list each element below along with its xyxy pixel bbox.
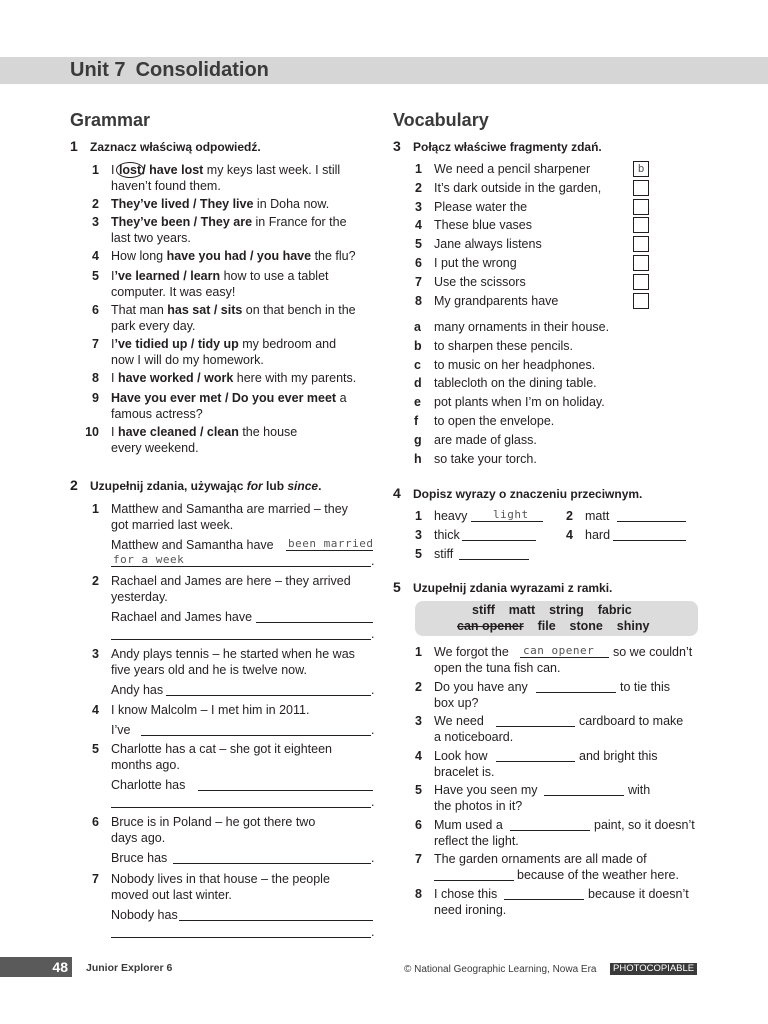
item-text-continued: famous actress?	[111, 407, 203, 421]
word-box	[415, 601, 698, 636]
exercise-number: 2	[70, 477, 78, 493]
list-item	[400, 508, 550, 526]
item-number: 7	[92, 872, 99, 886]
list-item	[400, 394, 660, 412]
item-text: Have you seen my	[434, 783, 538, 797]
item-text-continued: five years old and he is twelve now.	[111, 663, 307, 677]
answer-box[interactable]	[633, 293, 649, 309]
item-text	[111, 424, 297, 440]
item-text	[111, 196, 329, 212]
item-text: heavy	[434, 509, 468, 523]
item-option: ’ve learned / learn	[114, 269, 221, 283]
full-stop: .	[371, 795, 375, 809]
item-text: Do you have any	[434, 680, 528, 694]
answer-line	[111, 937, 371, 938]
item-number: 6	[415, 256, 422, 270]
item-letter: a	[414, 320, 421, 334]
list-item	[400, 217, 660, 235]
handwritten-answer: been married	[288, 537, 374, 550]
item-text-continued: bracelet is.	[434, 765, 495, 779]
sentence-start: Rachael and James have	[111, 610, 253, 624]
word-box-row: can opener file stone shiny	[457, 619, 650, 633]
item-number: 8	[415, 887, 422, 901]
item-text: the house	[238, 425, 298, 439]
item-letter: f	[414, 414, 419, 428]
list-item	[77, 741, 377, 811]
item-number: 1	[415, 645, 422, 659]
struck-word: can opener	[457, 619, 524, 633]
full-stop: .	[371, 723, 375, 737]
sentence-start: Matthew and Samantha have	[111, 538, 274, 552]
answer-line	[496, 761, 575, 762]
item-number: 1	[415, 509, 422, 523]
exercise-number: 1	[70, 138, 78, 154]
list-item	[400, 527, 550, 545]
exercise-number: 3	[393, 138, 401, 154]
list-item	[400, 357, 660, 375]
item-text: because it doesn’t	[588, 887, 689, 901]
item-text: We forgot the	[434, 645, 509, 659]
item-number: 3	[92, 647, 99, 661]
answer-line	[459, 559, 529, 560]
exercise-instruction: Połącz właściwe fragmenty zdań.	[413, 140, 602, 154]
item-text: Please water the	[434, 199, 528, 214]
exercise-instruction: Uzupełnij zdania, używając for lub since.	[90, 479, 322, 493]
sentence-start: Bruce has	[111, 851, 168, 865]
item-letter: e	[414, 395, 421, 410]
item-text-continued: computer. It was easy!	[111, 285, 236, 299]
answer-box[interactable]	[633, 274, 649, 290]
item-text: Look how	[434, 749, 488, 763]
item-text: It’s dark outside in the garden,	[434, 180, 602, 195]
list-item	[400, 679, 698, 713]
item-text: cardboard to make	[579, 714, 684, 728]
item-text-continued: box up?	[434, 696, 479, 710]
item-text: a	[336, 391, 347, 405]
item-text: are made of glass.	[434, 432, 537, 447]
list-item	[400, 180, 660, 198]
item-text-continued: haven’t found them.	[111, 179, 221, 193]
answer-line	[617, 521, 686, 522]
item-text: to sharpen these pencils.	[434, 338, 573, 353]
item-option: They’ve lived / They live	[111, 197, 254, 211]
list-item	[551, 508, 701, 526]
item-text-continued: yesterday.	[111, 590, 168, 604]
item-text-continued: park every day.	[111, 319, 196, 333]
item-text-continued: moved out last winter.	[111, 888, 232, 902]
item-text	[111, 248, 356, 264]
item-text: to music on her headphones.	[434, 357, 596, 372]
item-option: have cleaned / clean	[117, 425, 239, 439]
item-number: 5	[415, 783, 422, 797]
item-text: Bruce is in Poland – he got there two	[111, 815, 316, 829]
sentence-start: Nobody has	[111, 908, 178, 922]
exercise-instruction: Zaznacz właściwą odpowiedź.	[90, 140, 261, 154]
answer-line	[141, 735, 371, 736]
answer-line	[510, 830, 590, 831]
book-title: Junior Explorer 6	[86, 962, 173, 974]
item-number: 4	[92, 703, 99, 717]
sentence-start: I’ve	[111, 723, 131, 737]
item-text: I	[111, 163, 118, 177]
item-number: 3	[415, 199, 422, 214]
circled-answer: lost	[116, 162, 144, 178]
item-number: 1	[92, 502, 99, 516]
page-number: 48	[52, 959, 68, 975]
item-text: That man	[111, 303, 168, 317]
handwritten-answer: light	[493, 508, 529, 521]
list-item	[400, 748, 698, 782]
item-text: We need a pencil sharpener	[434, 162, 591, 176]
item-text: How long	[111, 249, 167, 263]
full-stop: .	[371, 683, 375, 697]
item-text-continued: now I will do my homework.	[111, 353, 264, 367]
item-text: and bright this	[579, 749, 658, 763]
item-text: my bedroom and	[238, 337, 337, 351]
item-text: The garden ornaments are all made of	[434, 852, 647, 866]
list-item	[400, 375, 660, 393]
answer-line	[256, 622, 373, 623]
list-item	[77, 214, 377, 248]
item-text: Rachael and James are here – they arrived	[111, 574, 351, 588]
item-text: so take your torch.	[434, 451, 537, 466]
item-number: 7	[92, 337, 99, 351]
item-number: 6	[415, 818, 422, 832]
sentence-start: Charlotte has	[111, 778, 186, 792]
item-number: 5	[92, 742, 99, 756]
handwritten-answer: for a week	[113, 553, 185, 566]
item-text-continued: reflect the light.	[434, 834, 519, 848]
item-text-continued: got married last week.	[111, 518, 234, 532]
list-item	[400, 644, 698, 678]
list-item	[77, 390, 377, 424]
item-text: We need	[434, 714, 484, 728]
list-item	[551, 527, 701, 545]
item-text-continued: every weekend.	[111, 441, 199, 455]
answer-line	[173, 863, 371, 864]
item-number: 6	[92, 815, 99, 829]
grammar-heading: Grammar	[70, 110, 151, 130]
item-number: 4	[415, 749, 422, 763]
item-text: Jane always listens	[434, 237, 542, 252]
list-item	[400, 338, 660, 356]
item-number: 7	[415, 852, 422, 866]
answer-line	[179, 920, 373, 921]
list-item	[77, 501, 377, 571]
item-text	[111, 162, 340, 178]
item-option: ’ve tidied up / tidy up	[114, 337, 239, 351]
item-text: hard	[585, 528, 611, 542]
item-number: 5	[415, 237, 422, 252]
item-text: pot plants when I’m on holiday.	[434, 395, 605, 410]
item-number: 1	[415, 162, 422, 176]
item-text: Matthew and Samantha are married – they	[111, 502, 348, 516]
item-text: matt	[585, 509, 610, 523]
item-text: These blue vases	[434, 218, 532, 233]
list-item	[400, 274, 660, 292]
item-text: I	[111, 371, 118, 385]
vocabulary-heading: Vocabulary	[393, 110, 489, 130]
item-text: to open the envelope.	[434, 414, 555, 428]
item-number: 7	[415, 274, 422, 289]
sentence-start: Andy has	[111, 683, 164, 697]
item-letter: d	[414, 376, 422, 391]
item-text: in Doha now.	[253, 197, 330, 211]
photocopiable-badge: PHOTOCOPIABLE	[610, 963, 697, 975]
item-text: Andy plays tennis – he started when he was	[111, 647, 355, 661]
full-stop: .	[371, 554, 375, 568]
copyright: © National Geographic Learning, Nowa Era	[404, 964, 597, 975]
item-text: I	[111, 425, 118, 439]
list-item	[77, 302, 377, 336]
item-text: stiff	[434, 547, 454, 561]
answer-line	[471, 521, 543, 522]
item-number: 4	[415, 218, 422, 233]
exercise-number: 5	[393, 579, 401, 595]
item-text: My grandparents have	[434, 293, 559, 308]
list-item	[400, 817, 698, 851]
list-item	[400, 319, 660, 337]
list-item	[400, 782, 698, 816]
answer-box[interactable]	[633, 217, 649, 233]
item-text: to tie this	[620, 680, 671, 694]
answer-line	[536, 692, 616, 693]
item-text	[111, 390, 347, 406]
item-text-continued: months ago.	[111, 758, 180, 772]
list-item	[77, 162, 377, 196]
exercise-number: 4	[393, 485, 401, 501]
item-text: paint, so it doesn’t	[594, 818, 695, 832]
list-item	[400, 713, 698, 747]
item-text: I put the wrong	[434, 256, 517, 270]
item-text: Use the scissors	[434, 274, 526, 289]
item-text	[111, 268, 329, 284]
item-text: so we couldn’t	[613, 645, 693, 659]
answer-line	[434, 880, 514, 881]
answer-line	[520, 657, 609, 658]
item-number: 5	[415, 547, 422, 561]
item-text: Nobody lives in that house – the people	[111, 872, 330, 886]
list-item	[400, 236, 660, 254]
answer-line	[166, 695, 371, 696]
item-text: in France for the	[252, 215, 347, 229]
list-item	[400, 546, 550, 564]
list-item	[77, 268, 377, 302]
exercise-instruction: Uzupełnij zdania wyrazami z ramki.	[413, 581, 613, 595]
answer-box[interactable]	[633, 199, 649, 215]
answer-line	[111, 566, 371, 567]
answer-line	[286, 550, 373, 551]
page-title: Unit 7 Consolidation	[70, 59, 269, 81]
item-text-continued: last two years.	[111, 231, 191, 245]
item-text: with	[628, 783, 651, 797]
answer-box[interactable]	[633, 255, 649, 271]
list-item	[77, 336, 377, 370]
exercise-instruction: Dopisz wyrazy o znaczeniu przeciwnym.	[413, 487, 643, 501]
answer-line	[198, 790, 373, 791]
item-option: / have lost	[142, 163, 204, 177]
list-item	[400, 886, 698, 920]
answer-line	[462, 540, 536, 541]
list-item	[400, 432, 660, 450]
list-item	[400, 413, 660, 431]
item-number: 2	[92, 197, 99, 211]
item-number: 3	[92, 215, 99, 229]
item-number: 4	[566, 528, 573, 542]
item-text: I	[111, 269, 115, 283]
item-letter: c	[414, 357, 421, 372]
list-item	[400, 255, 660, 273]
item-number: 10	[85, 425, 99, 439]
item-text: I chose this	[434, 887, 498, 901]
item-number: 2	[92, 574, 99, 588]
answer-box[interactable]: b	[633, 161, 649, 177]
item-text: Mum used a	[434, 818, 503, 832]
item-number: 3	[415, 528, 422, 542]
item-text: tablecloth on the dining table.	[434, 376, 597, 391]
item-text	[111, 214, 347, 230]
list-item	[77, 424, 377, 458]
item-text-continued: need ironing.	[434, 903, 507, 917]
item-number: 5	[92, 269, 99, 283]
item-text: I know Malcolm – I met him in 2011.	[111, 703, 310, 717]
list-item	[400, 199, 660, 217]
item-text	[111, 336, 336, 352]
handwritten-answer: can opener	[523, 644, 595, 657]
item-option: have worked / work	[117, 371, 234, 385]
item-number: 4	[92, 249, 99, 263]
item-option: They’ve been / They are	[111, 215, 253, 229]
item-number: 6	[92, 303, 99, 317]
answer-line	[613, 540, 686, 541]
list-item	[77, 871, 377, 941]
answer-line	[504, 899, 584, 900]
full-stop: .	[371, 925, 375, 939]
item-number: 8	[92, 371, 99, 385]
list-item	[400, 293, 660, 311]
answer-line	[496, 726, 575, 727]
item-text: I	[111, 337, 115, 351]
item-number: 2	[415, 680, 422, 694]
list-item	[77, 573, 377, 643]
item-number: 3	[415, 714, 422, 728]
answer-line	[111, 639, 371, 640]
item-text: my keys last week. I still	[203, 163, 341, 177]
item-number: 8	[415, 293, 422, 308]
item-text: Charlotte has a cat – she got it eighteen	[111, 742, 332, 756]
item-text: the flu?	[311, 249, 356, 263]
list-item	[400, 451, 660, 469]
item-number: 2	[415, 180, 422, 195]
item-text: thick	[434, 528, 460, 542]
item-number: 9	[92, 391, 99, 405]
item-option: have you had / you have	[166, 249, 312, 263]
item-number: 1	[92, 163, 99, 177]
item-text-continued: because of the weather here.	[517, 868, 679, 882]
item-text-continued: the photos in it?	[434, 799, 523, 813]
item-text: on that bench in the	[242, 303, 356, 317]
item-option: Have you ever met / Do you ever meet	[111, 391, 337, 405]
item-letter: h	[414, 451, 422, 466]
answer-box[interactable]	[633, 236, 649, 252]
item-text-continued: a noticeboard.	[434, 730, 514, 744]
item-letter: g	[414, 432, 422, 447]
list-item	[400, 851, 698, 885]
answer-line	[111, 807, 371, 808]
item-text: here with my parents.	[233, 371, 357, 385]
item-text-continued: open the tuna fish can.	[434, 661, 561, 675]
answer-line	[544, 795, 624, 796]
full-stop: .	[371, 851, 375, 865]
full-stop: .	[371, 627, 375, 641]
answer-box[interactable]	[633, 180, 649, 196]
item-option: has sat / sits	[167, 303, 243, 317]
item-text	[111, 302, 356, 318]
item-text	[111, 370, 356, 386]
item-text: how to use a tablet	[220, 269, 329, 283]
item-text-continued: days ago.	[111, 831, 166, 845]
word-box-row: stiff matt string fabric	[472, 603, 632, 617]
list-item	[400, 161, 660, 179]
item-letter: b	[414, 338, 422, 353]
item-text: many ornaments in their house.	[434, 320, 610, 334]
item-number: 2	[566, 509, 573, 523]
